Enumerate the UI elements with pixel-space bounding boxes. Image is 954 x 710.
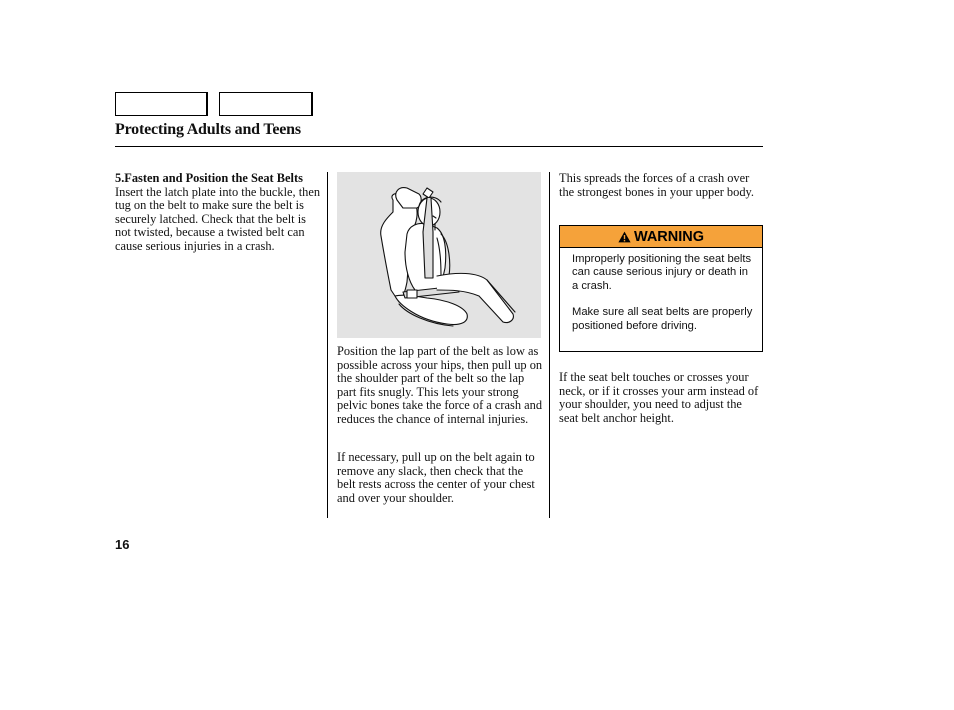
- col1-paragraph: Insert the latch plate into the buckle, then tug on the belt to make sure the belt is securely latched. Check that the belt is not twisted, because a twisted belt can cause serious injuries in a crash.: [115, 184, 321, 253]
- nav-tab-2[interactable]: [219, 92, 313, 116]
- warning-paragraph-1: Improperly positioning the seat belts can cause serious injury or death in a crash.: [572, 253, 752, 292]
- column-2-top: [337, 345, 543, 427]
- col3-paragraph-2: If the seat belt touches or crosses your neck, or if it crosses your arm instead of your shoulder, you need to adjust the seat belt anchor height.: [559, 370, 759, 425]
- warning-box: [559, 225, 763, 352]
- page-number: 16: [115, 537, 130, 552]
- seated-person-belt-icon: [337, 172, 541, 338]
- column-divider-1: [327, 172, 328, 518]
- section-title: Protecting Adults and Teens: [115, 121, 301, 138]
- column-3-top: [559, 172, 759, 199]
- column-divider-2: [549, 172, 550, 518]
- nav-tab-1[interactable]: [115, 92, 208, 116]
- warning-label: WARNING: [633, 228, 705, 245]
- column-2-bottom: [337, 451, 543, 505]
- column-1: [115, 172, 321, 254]
- col2-paragraph-2: If necessary, pull up on the belt again to remove any slack, then check that the belt rests across the center of your chest and over your shoulder.: [337, 450, 535, 505]
- col3-paragraph-1: This spreads the forces of a crash over the strongest bones in your upper body.: [559, 171, 755, 199]
- warning-paragraph-2: Make sure all seat belts are properly positioned before driving.: [572, 306, 753, 332]
- header-rule: [115, 146, 763, 147]
- column-3-bottom: [559, 371, 763, 425]
- warning-body: [560, 248, 762, 333]
- seat-belt-illustration: [337, 172, 541, 338]
- warning-triangle-icon: [618, 231, 631, 243]
- warning-header: [560, 226, 762, 248]
- col2-paragraph-1: Position the lap part of the belt as low as possible across your hips, then pull up on the shoulder part of the belt so the lap part fits snugly. This lets your strong pelvic bones take the force of a crash and reduces the chance of internal injuries.: [337, 344, 543, 426]
- step-heading: 5.Fasten and Position the Seat Belts: [115, 171, 303, 185]
